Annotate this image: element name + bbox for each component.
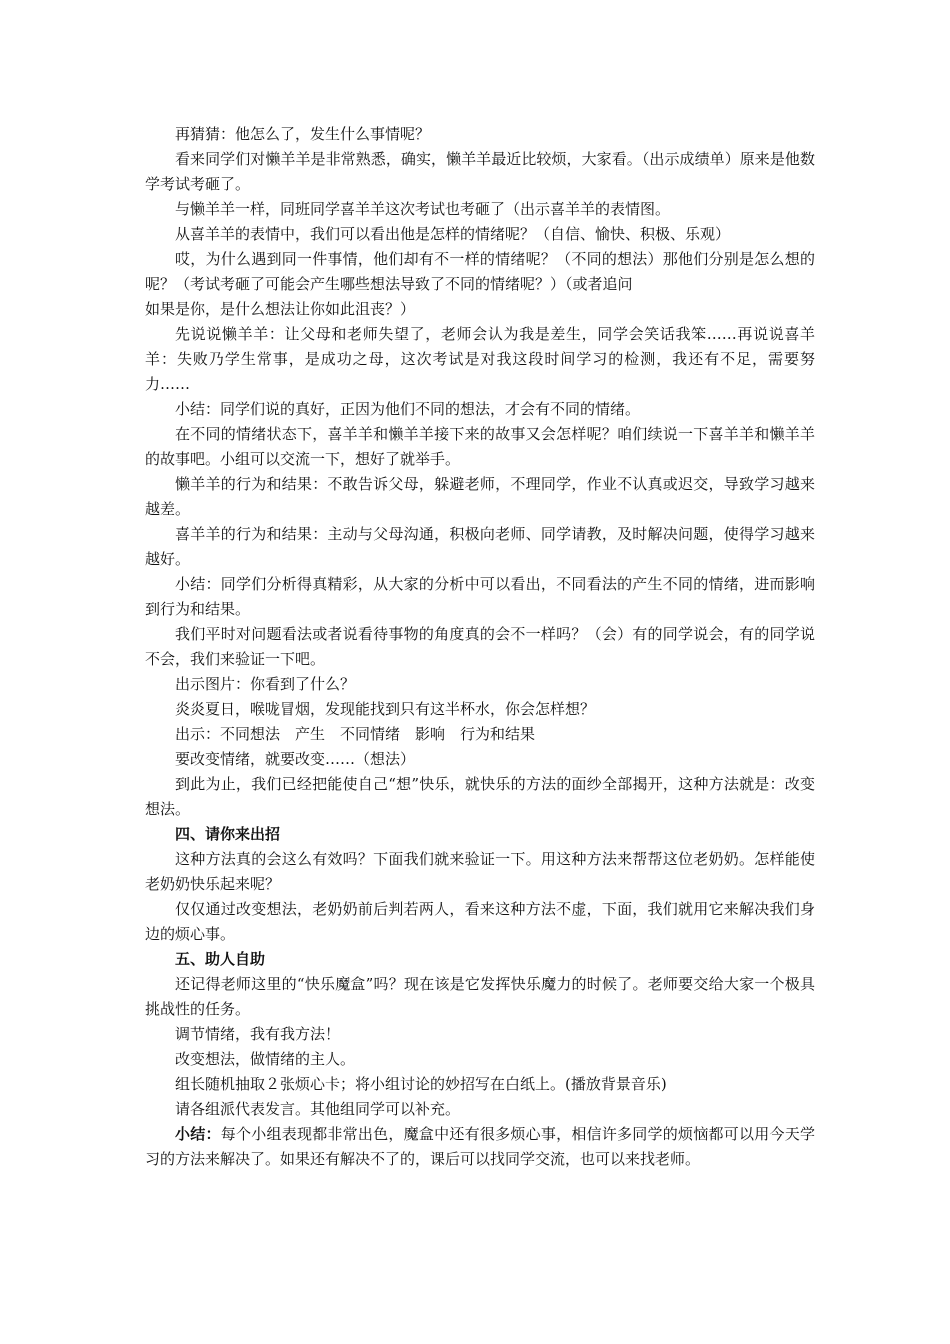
paragraph: 我们平时对问题看法或者说看待事物的角度真的会不一样吗？（会）有的同学说会，有的同学说不会，我们来验证一下吧。 (145, 625, 815, 668)
paragraph: 先说说懒羊羊：让父母和老师失望了，老师会认为我是差生，同学会笑话我笨……再说说喜羊羊：失败乃学生常事，是成功之母，这次考试是对我这段时间学习的检测，我还有不足，需要努力…… (145, 325, 815, 393)
paragraph: 从喜羊羊的表情中，我们可以看出他是怎样的情绪呢？（自信、愉快、积极、乐观） (175, 225, 731, 243)
paragraph: 懒羊羊的行为和结果：不敢告诉父母，躲避老师，不理同学，作业不认真或迟交，导致学习越来越差。 (145, 475, 815, 518)
paragraph: 再猜猜：他怎么了，发生什么事情呢？ (175, 125, 431, 143)
paragraph: 炎炎夏日，喉咙冒烟，发现能找到只有这半杯水，你会怎样想？ (175, 700, 596, 718)
paragraph: 在不同的情绪状态下，喜羊羊和懒羊羊接下来的故事又会怎样呢？咱们续说一下喜羊羊和懒羊羊的故事吧。小组可以交流一下，想好了就举手。 (145, 425, 815, 468)
paragraph: 到此为止，我们已经把能使自己“想”快乐，就快乐的方法的面纱全部揭开，这种方法就是：改变想法。 (145, 775, 815, 818)
paragraph: 出示图片：你看到了什么？ (175, 675, 356, 693)
paragraph: 出示：不同想法 产生 不同情绪 影响 行为和结果 (175, 725, 536, 743)
paragraph: 与懒羊羊一样，同班同学喜羊羊这次考试也考砸了（出示喜羊羊的表情图。 (175, 200, 671, 218)
paragraph: 看来同学们对懒羊羊是非常熟悉，确实，懒羊羊最近比较烦，大家看。（出示成绩单）原来是他数学考试考砸了。 (145, 150, 815, 193)
section-heading: 五、助人自助 (175, 950, 266, 968)
paragraph: 仅仅通过改变想法，老奶奶前后判若两人，看来这种方法不虚，下面，我们就用它来解决我们身边的烦心事。 (145, 900, 815, 943)
paragraph: 还记得老师这里的“快乐魔盒”吗？现在该是它发挥快乐魔力的时候了。老师要交给大家一个极具挑战性的任务。 (145, 975, 815, 1018)
paragraph: 这种方法真的会这么有效吗？下面我们就来验证一下。用这种方法来帮帮这位老奶奶。怎样能使老奶奶快乐起来呢？ (145, 850, 815, 893)
paragraph: 小结：同学们分析得真精彩，从大家的分析中可以看出，不同看法的产生不同的情绪，进而影响到行为和结果。 (145, 575, 815, 618)
paragraph: 要改变情绪，就要改变……（想法） (175, 750, 416, 768)
paragraph: 如果是你，是什么想法让你如此沮丧？） (145, 300, 416, 318)
paragraph: 改变想法，做情绪的主人。 (175, 1050, 356, 1068)
paragraph: 调节情绪，我有我方法！ (175, 1025, 341, 1043)
section-heading: 四、请你来出招 (175, 825, 281, 843)
paragraph: 小结：同学们说的真好，正因为他们不同的想法，才会有不同的情绪。 (175, 400, 641, 418)
paragraph: 请各组派代表发言。其他组同学可以补充。 (175, 1100, 461, 1118)
paragraph: 组长随机抽取２张烦心卡；将小组讨论的妙招写在白纸上。(播放背景音乐) (175, 1075, 667, 1093)
summary-text: 每个小组表现都非常出色，魔盒中还有很多烦心事，相信许多同学的烦恼都可以用今天学习的方法来解决了。如果还有解决不了的，课后可以找同学交流，也可以来找老师。 (145, 1125, 815, 1168)
paragraph: 哎，为什么遇到同一件事情，他们却有不一样的情绪呢？（不同的想法）那他们分别是怎么想的呢？（考试考砸了可能会产生哪些想法导致了不同的情绪呢？）（或者追问 (145, 250, 815, 293)
paragraph: 喜羊羊的行为和结果：主动与父母沟通，积极向老师、同学请教，及时解决问题，使得学习越来越好。 (145, 525, 815, 568)
summary-label: 小结： (175, 1125, 221, 1143)
document-body (145, 122, 815, 1172)
summary-paragraph (145, 1122, 815, 1172)
